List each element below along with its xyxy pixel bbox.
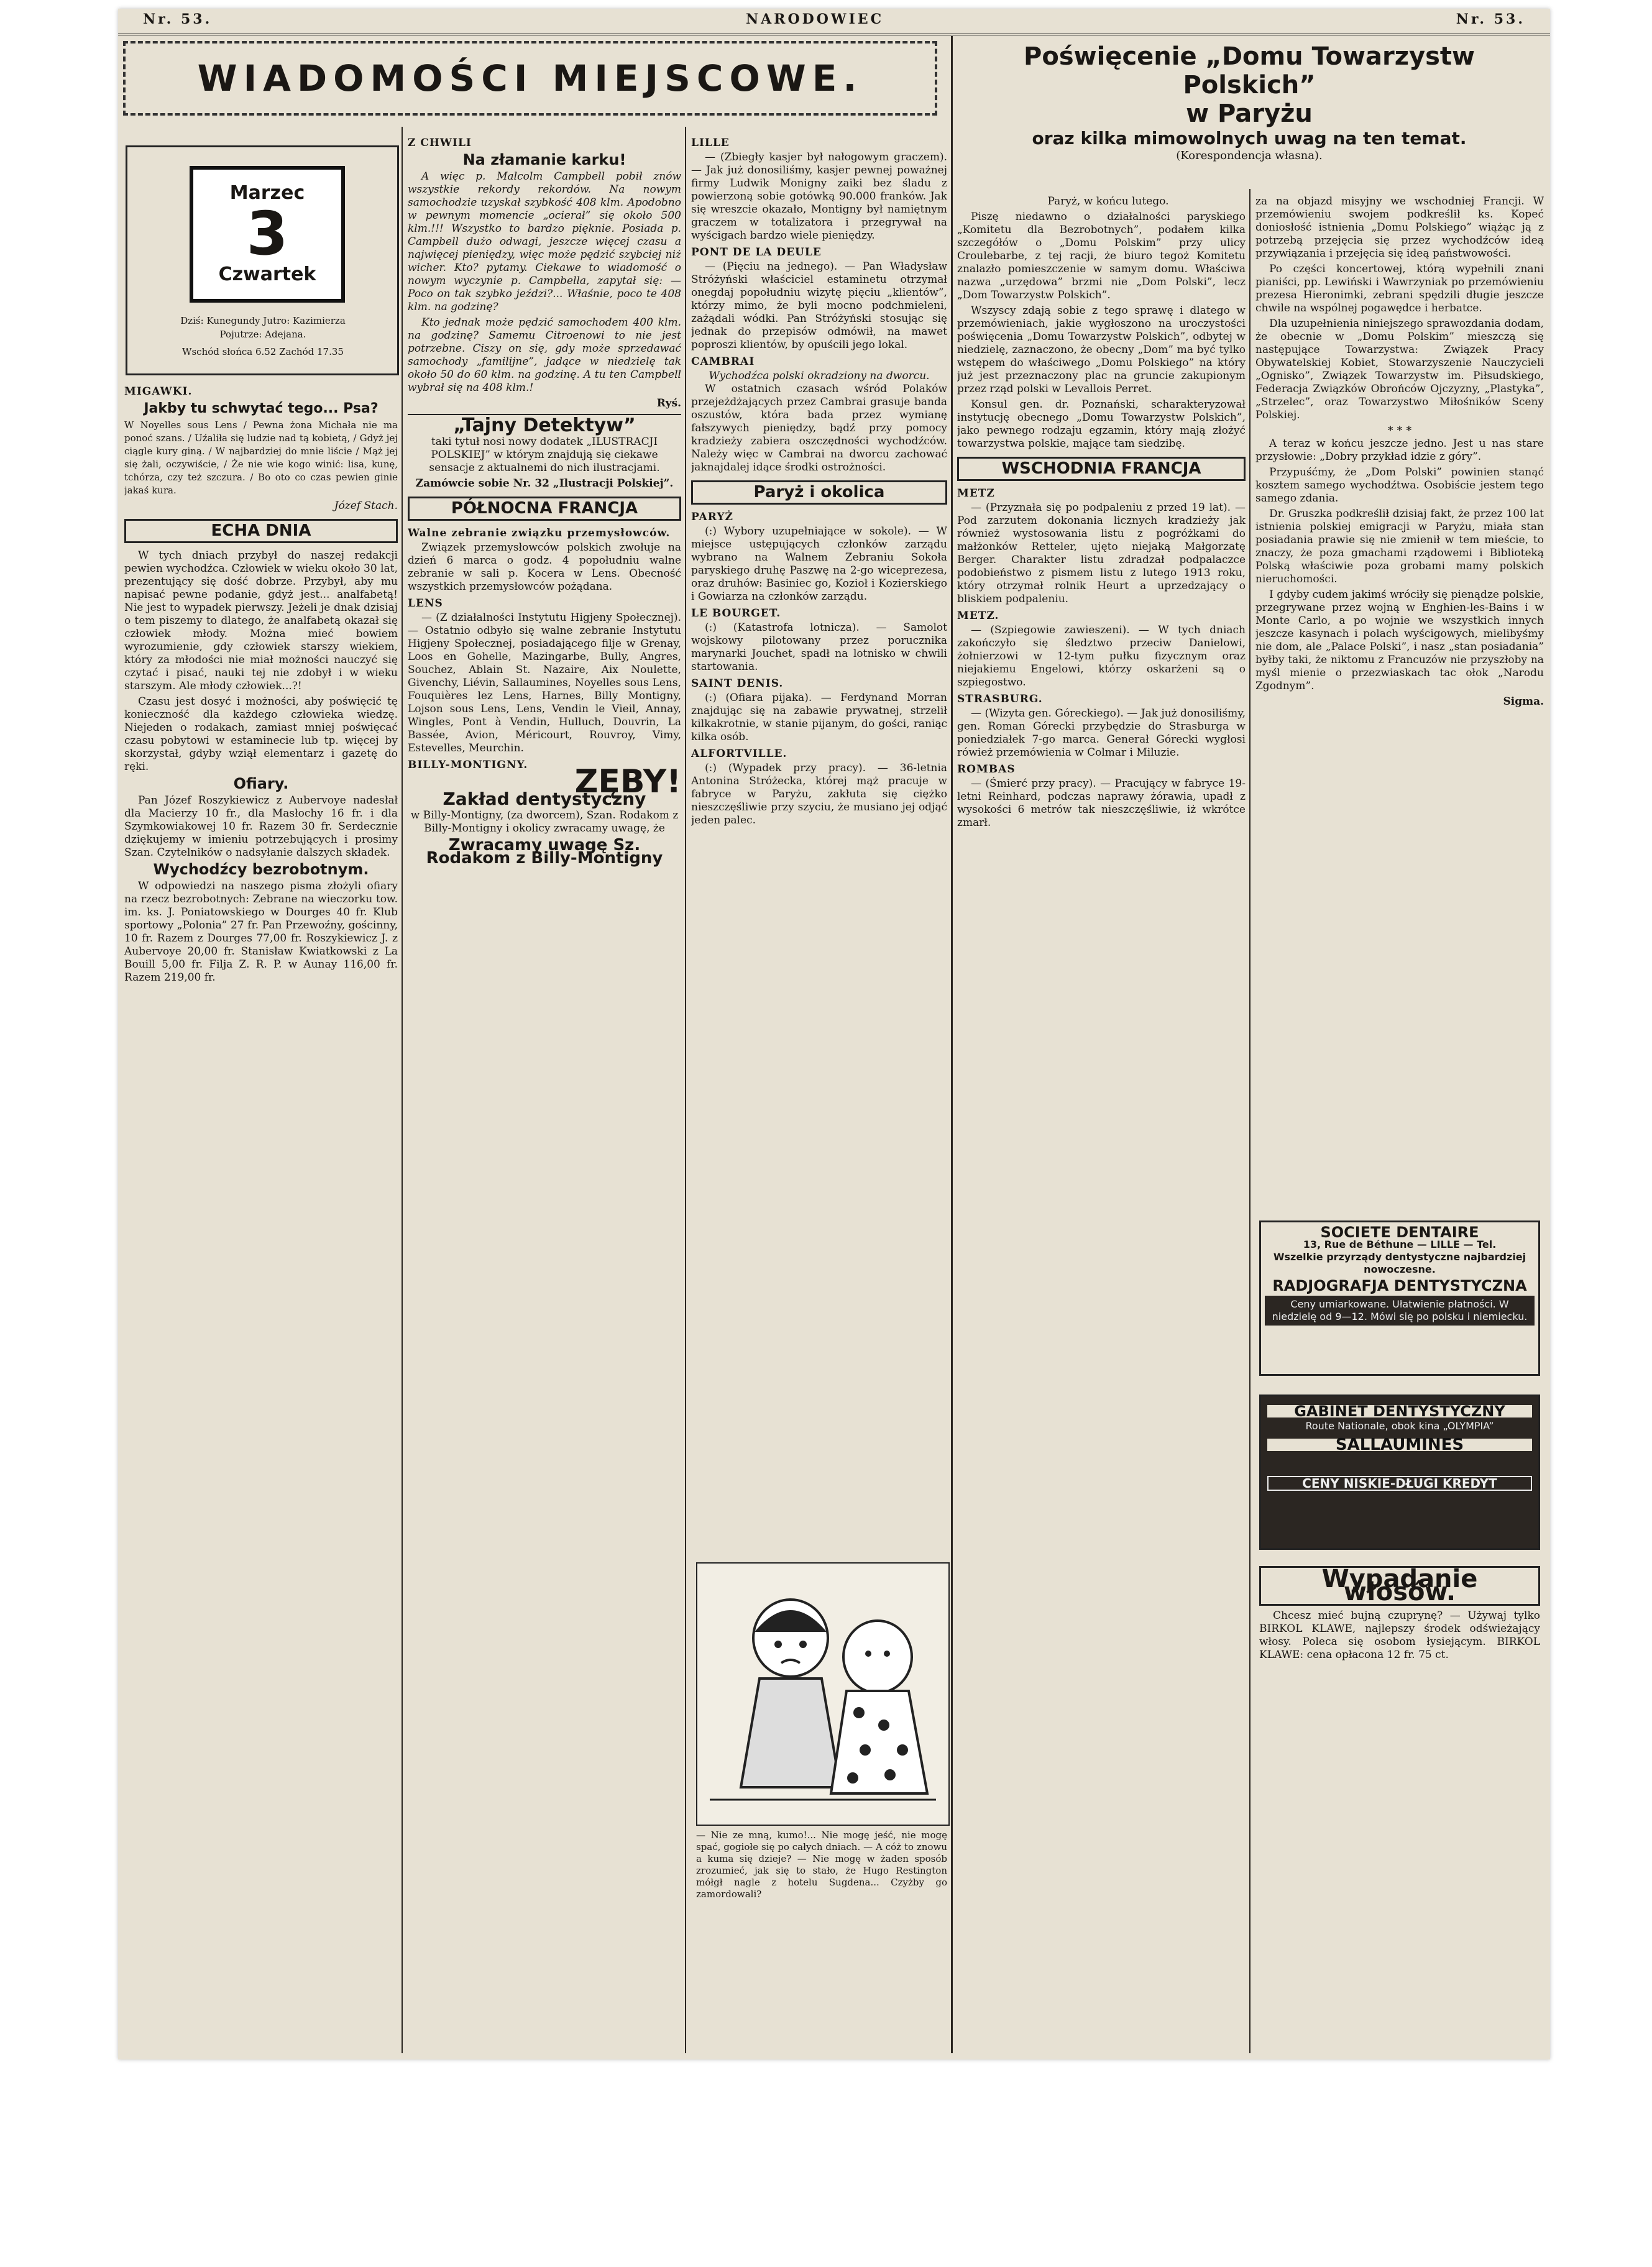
pont-text: — (Pięciu na jednego). — Pan Władysław Stróżyński właściciel estaminetu otrzymał onegdaj popołudniu wizytę pięciu „klientów”, którzy mimo, że byli mocno podchmieleni, zażądali wódki. Pan Stróżyński stosując się jednak do przepisów odmówił, na mawet poproszi klientów, by opuścili jego lokal. — [691, 260, 947, 351]
rombas-text: — (Śmierć przy pracy). — Pracujący w fabryce 19-letni Reinhard, podczas naprawy żórawia, upadł z wysokości 6 metrów tak nieszczęśliwie, iż wkrótce zmarł. — [957, 777, 1246, 829]
article-text: A więc p. Malcolm Campbell pobił znów wszystkie rekordy rekordów. Na nowym samochodzie uzyskał szybkość 408 klm. Apodobno w pewnym momencie „ocierał” się około 500 klm.!!! Wszystko to bardzo pięknie. Posiada p. Campbell dużo odwagi, jeszcze więcej czasu a najwięcej pieniędzy, więc może pędzić szybciej niż wicher. Kto? pytamy. Ciekawe to wiadomość o nowym wyczynie p. Campbella, zapytał się: — Poco on tak szybko jeździ?... Właśnie, poco te 408 klm. na godzinę? — [408, 170, 681, 313]
cartoon-caption-box — [696, 1830, 947, 2053]
article-title: Na złamanie karku! — [462, 151, 626, 168]
ofiary-heading: Ofiary. — [233, 775, 289, 792]
main-title-2: w Paryżu — [1186, 99, 1313, 128]
pont-heading: PONT DE LA DEULE — [691, 246, 822, 259]
col5-text-1: za na objazd misyjny we wschodniej Francji. W przemówieniu swojem podkreślił ks. Kopeć doniosłość istnienia „Domu Polskiego” wiążąc ją z potrzebą przejęcia się przez wychodźców ideą przywiązania i przejęcia się ideą państwowości. — [1255, 195, 1544, 260]
cartoon-illustration — [696, 1562, 950, 1826]
cambrai-text: W ostatnich czasach wśród Polaków przejeżdżających przez Cambrai grasuje banda oszustów, która bada przez wymianę fałszywych pieniędzy, bądź przy pomocy kradzieży zabiera oszczędności wychodźców. Należy więc w Cambrai na dworcu zachować jaknajdalej idące środki ostrożności. — [691, 383, 947, 474]
main-title-3: oraz kilka mimowolnych uwag na ten temat. — [1032, 128, 1467, 149]
migawki-heading: MIGAWKI. — [124, 385, 193, 398]
detektyw-order: Zamówcie sobie Nr. 32 „Ilustracji Polskiej”. — [415, 477, 674, 490]
poem-signature: Józef Stach. — [334, 500, 398, 512]
col5-text-5: Przypuśćmy, że „Dom Polski” powinien stanąć kosztem samego wychodźtwa. Osobiście jestem tego samego zdania. — [1255, 466, 1544, 505]
lille-text: — (Zbiegły kasjer był nałogowym graczem). — Jak już donosiliśmy, kasjer pewnej poważnej firmy Ludwik Monigny zaiki bez śladu z powierzoną sobie gotówką 90.000 franków. Jak się wreszcie okazało, Montigny był namiętnym graczem w totalizatora i przegrywał na wyścigach bardzo wiele pieniędzy. — [691, 151, 947, 242]
column-5 — [1255, 195, 1544, 1214]
echa-text: W tych dniach przybył do naszej redakcji pewien wychodźca. Człowiek w wieku około 30 lat, prezentujący się dość dobrze. Przybył, aby mu napisać pewne podanie, gdyż jest... analfabetą! Nie jest to wypadek pierwszy. Jeżeli je dnak dzisiaj o tem piszemy to dlatego, że analfabetą okazał się człowiek młody. Można mieć bowiem wyrozumienie, gdy człowiek starszy wiekiem, który za młodości nie miał możności nauczyć się czytać i pisać, nauki tej nie zdobył i w wieku starszym. Ale młody człowiek...?! — [124, 549, 398, 692]
issue-number-left: Nr. 53. — [143, 11, 213, 27]
bezrobotni-heading: Wychodźcy bezrobotnym. — [153, 861, 369, 878]
polnocna-heading: PÓŁNOCNA FRANCJA — [408, 497, 681, 521]
column-2 — [408, 133, 681, 2053]
article-text-2: Kto jednak może pędzić samochodem 400 klm. na godzinę? Samemu Citroenowi to nie jest potrzebne. Ciszy on się, gdy może sprzedawać samochody „familijne”, jadące w niedzielę tak około 50 do 60 klm. na godzinę. A tu ten Campbell wybrał się na 408 klm.! — [408, 316, 681, 394]
ofiary-text: Pan Józef Roszykiewicz z Aubervoye nadesłał dla Macierzy 10 fr., dla Masłochy 16 fr. i dla Szymkowiakowej 10 fr. Razem 30 fr. Serdecznie dziękujemy w imieniu potrzebujących i prosimy Szan. Czytelników o nadsyłanie dalszych składek. — [124, 794, 398, 859]
hair-ad — [1259, 1562, 1540, 2053]
z-chwili-heading: Z CHWILI — [408, 137, 472, 149]
hair-ad-text: Chcesz mieć bujną czuprynę? — Używaj tylko BIRKOL KLAWE, najlepszy środek odświeżający włosy. Poleca się osobom łysiejącym. BIRKOL KLAWE: cena opłacona 12 fr. 75 ct. — [1259, 1610, 1540, 1661]
section-banner: WIADOMOŚCI MIEJSCOWE. — [123, 41, 937, 116]
gabinet-ad-sub: Route Nationale, obok kina „OLYMPIA” — [1305, 1420, 1494, 1432]
bourget-text: (:) (Katastrofa lotnicza). — Samolot wojskowy pilotowany przez porucznika marynarki Jouchet, spadł na lotnisko w chwili startowania. — [691, 621, 947, 673]
walne-text: Związek przemysłowców polskich zwołuje na dzień 6 marca o godz. 4 popołudniu walne zebranie w sali p. Kocera w Lens. Obecność wszystkich przemysłowców pożądana. — [408, 541, 681, 593]
metz2-heading: METZ. — [957, 610, 999, 622]
uwaga-title: Zwracamy uwagę Sz. Rodakom z Billy-Montigny — [426, 836, 663, 868]
gabinet-ad-title: GABINET DENTYSTYCZNY — [1267, 1405, 1532, 1417]
dental-ad-line: Wszelkie przyrządy dentystyczne najbardziej nowoczesne. — [1273, 1251, 1526, 1275]
detektyw-title: „Tajny Detektyw” — [408, 414, 681, 432]
calendar-page — [190, 166, 345, 303]
main-article-title — [957, 42, 1541, 162]
poem-title: Jakby tu schwytać tego... Psa? — [144, 401, 379, 416]
section-stars: * * * — [1387, 424, 1412, 437]
col5-text-3: Dla uzupełnienia niniejszego sprawozdania dodam, że obecnie w „Domu Polskim” mieszczą się następujące Towarzystwa: Związek Pracy Obywatelskiej Kobiet, Stowarzyszenie Nauczycieli „Ognisko”, Związek Towarzystw im. Piłsudskiego, Federacja Związków Obrońców Ojczyzny, „Plastyka”, „Strzelec”, oraz Towarzystwo Miłośników Sceny Polskiej. — [1255, 318, 1544, 421]
main-text-3: Konsul gen. dr. Poznański, scharakteryzował instytucję obecnego „Domu Towarzystw Polskich”, jako pewnego rodzaju egzamin, który mają złożyć towarzystwa polskie, mające tam siedzibę. — [957, 398, 1246, 450]
calendar-sun: Wschód słońca 6.52 Zachód 17.35 — [182, 346, 344, 357]
cartoon-drawing — [697, 1564, 948, 1825]
billy-heading: BILLY-MONTIGNY. — [408, 759, 528, 771]
calendar-names: Dziś: Kunegundy Jutro: Kazimierza — [180, 315, 346, 326]
alfort-text: (:) (Wypadek przy pracy). — 36-letnia Antonina Stróżecka, której mąż pracuje w fabryce w Paryżu, zakłuta się ciężko nieszczęśliwie przy szyciu, że musiano jej odjąć jeden palec. — [691, 762, 947, 827]
detektyw-text: taki tytuł nosi nowy dodatek „ILUSTRACJI POLSKIEJ” w którym znajdują się ciekawe sensacje z aktualnemi do nich ilustracjami. — [429, 436, 660, 474]
main-title-1: Poświęcenie „Domu Towarzystw Polskich” — [1024, 42, 1475, 99]
bezrobotni-text: W odpowiedzi na naszego pisma złożyli ofiary na rzecz bezrobotnych: Zebrane na wieczorku tow. im. ks. J. Poniatowskiego w Dourges 40 fr. Klub sportowy „Polonia” 27 fr. Pan Przewoźny, gościnny, 10 fr. Razem z Dourges 77,00 fr. Roszykiewicz J. z Aubervoye 20,00 fr. Stanisław Kwiatkowski z La Bouill 5,00 fr. Filja Z. R. P. w Aunay 116,00 fr. Razem 219,00 fr. — [124, 880, 398, 984]
calendar-day: 3 — [246, 199, 288, 268]
column-3 — [691, 133, 947, 1556]
calendar-box — [126, 145, 399, 375]
dental-ad — [1259, 1221, 1540, 1376]
dental-ad-title: SOCIETE DENTAIRE — [1320, 1224, 1479, 1241]
paryz-box-heading: Paryż i okolica — [691, 480, 947, 505]
column-4 — [957, 195, 1246, 2053]
col5-text-7: I gdyby cudem jakimś wróciły się pienądze polskie, przegrywane przez wojną w Enghien-les-Bains i w Monte Carlo, a po wojnie we wszystkich innych jeszcze kasynach i polach wyścigowych, mielibyśmy nie dom, ale „Palace Polski”, i nasz „stan posiadania” byłby taki, że niktomu z Francuzów nie przyszłoby na myśl mienie o przezwiaskach tac ołok „Narodu Zgodnym”. — [1255, 589, 1544, 692]
walne-heading: Walne zebranie związku przemysłowców. — [408, 527, 671, 539]
calendar-weekday: Czwartek — [218, 263, 316, 285]
gabinet-ad — [1259, 1395, 1540, 1550]
main-text-1: Piszę niedawno o działalności paryskiego „Komitetu dla Bezrobotnych”, podałem kilka szczegółów o „Domu Polskim” przy ulicy Croulebarbe, z tej racji, że biuro tegoż Komitetu znalazło pomieszczenie w samym domu. Właściwa nazwa „urzędowa” brzmi nie „Dom Polski”, lecz „Dom Towarzystw Polskich”. — [957, 211, 1246, 301]
column-rule — [951, 36, 953, 2053]
alfort-heading: ALFORTVILLE. — [691, 748, 787, 760]
metz2-text: — (Szpiegowie zawieszeni). — W tych dniach zakończyło się śledztwo przeciw Danielowi, żołnierzowi w 12-tym pułku fizycznym oraz niejakiemu Engelowi, którzy oskarżeni są o szpiegostwo. — [957, 624, 1246, 689]
dental-ad-big: RADJOGRAFJA DENTYSTYCZNA — [1272, 1277, 1527, 1294]
dateline: Paryż, w końcu lutego. — [1047, 195, 1169, 208]
paryz-text: (:) Wybory uzupełniające w sokole). — W miejsce ustępujących członków zarządu wybrano na Walnem Zebraniu Sokoła paryskiego druhę Paszwę na 2-go wiceprezesa, oraz druhów: Basiniec go, Kozioł i Kozierskiego i Gowiarza na członków zarządu. — [691, 525, 947, 603]
denis-heading: SAINT DENIS. — [691, 677, 784, 690]
lille-heading: LILLE — [691, 137, 730, 149]
page-header — [118, 9, 1550, 35]
main-text-2: Wszyscy zdają sobie z tego sprawę i dlatego w przemówieniach, jakie wygłoszono na uroczystości poświęcenia „Domu Towarzystw Polskich”, odbytej w niedzielę, zaznaczono, że obecny „Dom” ma być tylko wstępem do właściwego „Domu Polskiego” na który już jest przeznaczony plac na gruncie zakupionym przez rząd polski w Levallois Perret. — [957, 305, 1246, 395]
zaklad-sub: w Billy-Montigny, (za dworcem), Szan. Rodakom z Billy-Montigny i okolicy zwracamy uwagę, że — [410, 809, 679, 835]
strasburg-heading: STRASBURG. — [957, 693, 1043, 705]
dental-ad-footer: Ceny umiarkowane. Ułatwienie płatności. W niedzielę od 9—12. Mówi się po polsku i niemiecku. — [1265, 1296, 1535, 1326]
echa-text-2: Czasu jest dosyć i możności, aby poświęcić tę konieczność dla każdego człowieka wiedzę. Niejeden o rodakach, zamiast mniej poświęcać czasu pobytowi w estaminecie lub tp. więcej by skorzystał, gdyby wziął elementarz i gazetę do ręki. — [124, 695, 398, 773]
hair-ad-title: Wypadanie włosów. — [1259, 1566, 1540, 1606]
article-signature: Ryś. — [656, 397, 681, 410]
calendar-names-2: Pojutrze: Adejana. — [219, 329, 306, 340]
gabinet-ad-town: SALLAUMINES — [1267, 1439, 1532, 1451]
gabinet-ad-price: CENY NISKIE-DŁUGI KREDYT — [1267, 1476, 1532, 1491]
column-rule — [1249, 189, 1250, 2053]
cambrai-heading: CAMBRAI — [691, 355, 755, 368]
wschodnia-heading: WSCHODNIA FRANCJA — [957, 457, 1246, 481]
cambrai-title: Wychodźca polski okradziony na dworcu. — [709, 370, 930, 382]
newspaper-page — [118, 9, 1550, 2059]
col5-text-6: Dr. Gruszka podkreślił dzisiaj fakt, że przez 100 lat istnienia polskiej emigracji w Paryżu, miała stan posiadania prawie się nie zmienił w tem mieście, to znaczy, że poza gmachami rządowemi i Biblioteką Polską właściwie poza grobami mamy polskich nieruchomości. — [1255, 508, 1544, 585]
cartoon-caption: — Nie ze mną, kumo!... Nie mogę jeść, nie mogę spać, gogiołe się po całych dniach. — A cóż to znowu a kuma się dzieje? — Nie mogę w żaden sposób zrozumieć, jak się to stało, że Hugo Restington mółgł nagle z hotelu Sugdena... Czyżby go zamordowali? — [696, 1830, 947, 1900]
col5-text-4: A teraz w końcu jeszcze jedno. Jest u nas stare przysłowie: „Dobry przykład idzie z góry”. — [1255, 437, 1544, 463]
dental-ad-address: 13, Rue de Béthune — LILLE — Tel. — [1303, 1239, 1497, 1250]
strasburg-text: — (Wizyta gen. Góreckiego). — Jak już donosiliśmy, gen. Roman Górecki przybędzie do Strasburga w poniedziałek 7-go marca. Generał Górecki wygłosi rówież przemówienia w Colmar i Miluzie. — [957, 707, 1246, 759]
bourget-heading: LE BOURGET. — [691, 607, 781, 620]
zeby-title: ZĘBY! — [574, 763, 681, 800]
metz-text: — (Przyznała się po podpaleniu z przed 19 lat). — Pod zarzutem dokonania licznych kradzieży jak również wystosowania listu z pogróżkami do małżonków Retteler, ujęto niejaką Małgorzatę Berger. Charakter listu zdradzał podpalaczce podobieństwo z pismem listu z lutego 1913 roku, który otrzymał rolnik Heurt a uprzedzający o bliskiem podpaleniu. — [957, 501, 1246, 605]
lens-text: — (Z działalności Instytutu Higjeny Społecznej). — Ostatnio odbyło się walne zebranie Instytutu Higjeny Społecznej, posiadającego filje w Grenay, Loos en Gohelle, Mazingarbe, Bully, Angres, Souchez, Ablain St. Nazaire, Aix Noulette, Givenchy, Liévin, Sallaumines, Noyelles sous Lens, Fouquières lez Lens, Harnes, Billy Montigny, Lojson sous Lens, Lens, Vendin le Vieil, Annay, Wingles, Pont à Vendin, Hulluch, Douvrin, La Bassée, Avion, Méricourt, Rouvroy, Vimy, Estevelles, Meurchin. — [408, 611, 681, 754]
zaklad-title: Zakład dentystyczny — [443, 789, 646, 809]
issue-number-right: Nr. 53. — [1456, 11, 1525, 27]
echa-dnia-heading: ECHA DNIA — [124, 519, 398, 543]
calendar-month: Marzec — [229, 182, 305, 204]
col5-signature: Sigma. — [1503, 695, 1544, 708]
metz-heading: METZ — [957, 487, 995, 500]
paryz-heading: PARYŻ — [691, 511, 733, 523]
column-rule — [402, 127, 403, 2053]
correspondence-note: (Korespondencja własna). — [1176, 149, 1323, 162]
col5-text-2: Po części koncertowej, którą wypełnili znani pianiści, pp. Lewiński i Wawrzyniak po przemówieniu prezesa Hieronimki, zebrani spędzili długie jeszcze chwile na wspólnej pogawędce i herbatce. — [1255, 263, 1544, 314]
poem-text: W Noyelles sous Lens / Pewna żona Michała nie ma ponoć szans. / Uźaliła się ludzie nad tą kobietą, / Gdyż jej ciągle kury giną. / W najbardziej do mnie liście / Mąż jej się żali, oczywiście, / Że nie wie kogo winić: lisa, kunę, tchórza, czy też szczura. / Bo oto co czas pewien ginie jakaś kura. — [124, 419, 398, 496]
rombas-heading: ROMBAS — [957, 763, 1016, 776]
lens-heading: LENS — [408, 597, 443, 610]
column-rule — [685, 127, 686, 2053]
masthead-title: NARODOWIEC — [746, 11, 884, 27]
denis-text: (:) (Ofiara pijaka). — Ferdynand Morran znajdując się na zabawie prywatnej, strzelił kilkakrotnie, w stanie pijanym, do gości, raniąc kilka osób. — [691, 692, 947, 743]
column-1 — [124, 382, 398, 2053]
